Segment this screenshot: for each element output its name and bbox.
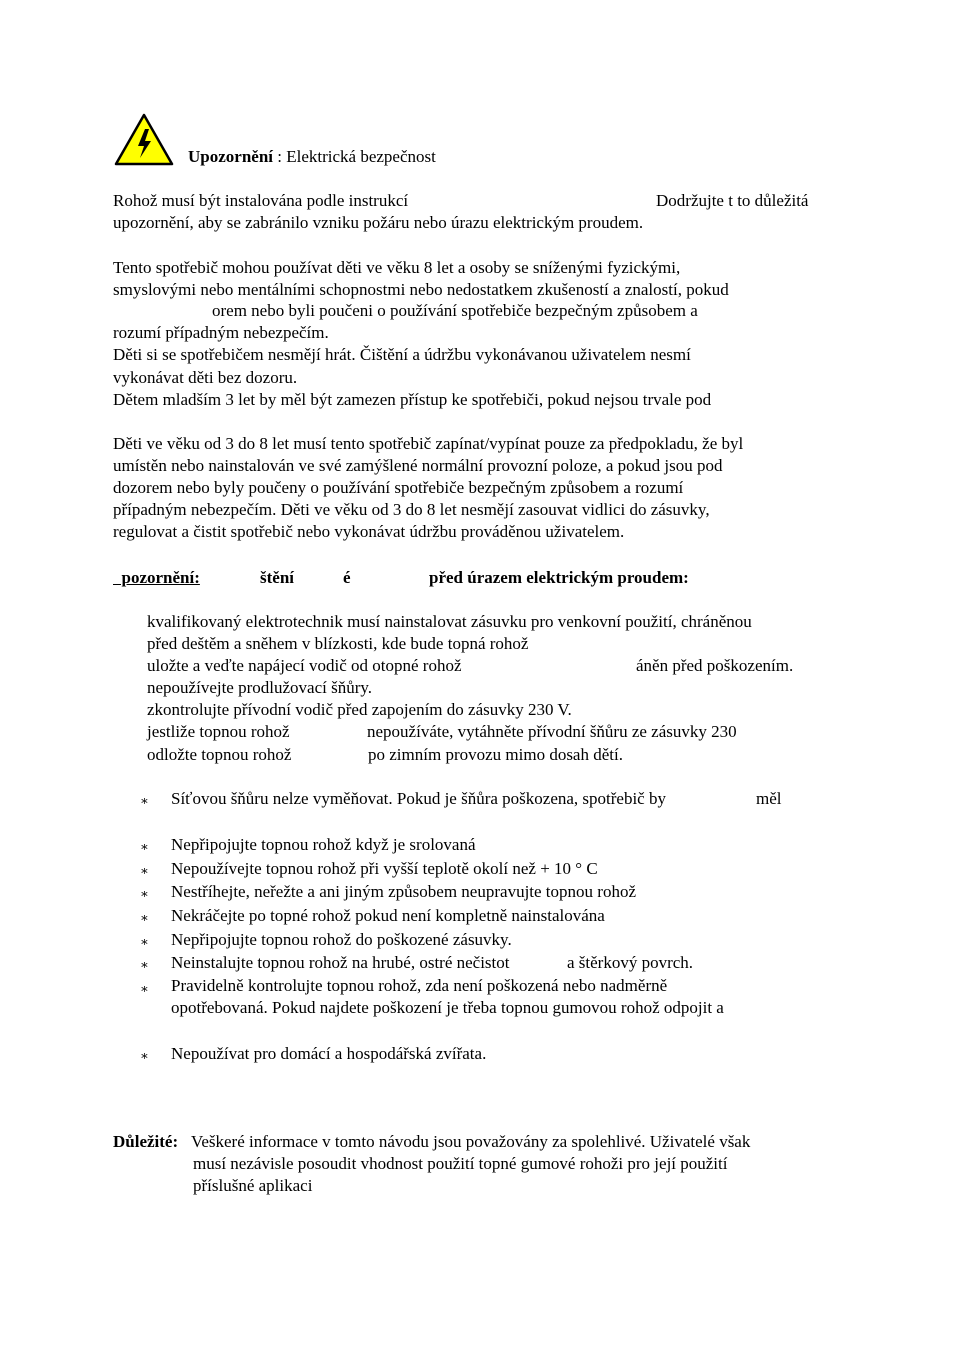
warning-heading-part1: pozornění: [113, 568, 200, 587]
bullet-item: Pravidelně kontrolujte topnou rohož, zda není poškozená nebo nadměrně [171, 976, 668, 995]
important-line: příslušné aplikaci [193, 1176, 313, 1195]
intro-line-2: upozornění, aby se zabránilo vzniku požáru nebo úrazu elektrickým proudem. [113, 213, 644, 232]
bullet-star-icon: ∗ [140, 1048, 149, 1063]
bullet-item: a štěrkový povrch. [567, 953, 694, 972]
bullet-item: Nepoužívejte topnou rohož při vyšší teplotě okolí než + 10 ° C [171, 859, 598, 878]
bullet-item: Nepřipojujte topnou rohož do poškozené zásuvky. [171, 930, 512, 949]
title-bold: Upozornění [188, 147, 273, 166]
instruction-line: nepoužívejte prodlužovací šňůry. [147, 678, 373, 697]
children-line: vykonávat děti bez dozoru. [113, 368, 298, 387]
bullet-star-icon: ∗ [140, 839, 149, 854]
instruction-line: před deštěm a sněhem v blízkosti, kde bude topná rohož [147, 634, 529, 653]
bullet-star-icon: ∗ [140, 863, 149, 878]
children2-line: regulovat a čistit spotřebič nebo vykonávat údržbu prováděnou uživatelem. [113, 522, 625, 541]
children2-line: dozorem nebo byly poučeny o používání spotřebiče bezpečným způsobem a rozumí [113, 478, 684, 497]
instruction-line: jestliže topnou rohož [147, 722, 290, 741]
bullet-item: Neinstalujte topnou rohož na hrubé, ostré nečistot [171, 953, 510, 972]
warning-heading-part4: před úrazem elektrickým proudem: [429, 568, 689, 587]
children-line: Dětem mladším 3 let by měl být zamezen přístup ke spotřebiči, pokud nejsou trvale pod [113, 390, 712, 409]
instruction-line: áněn před poškozením. [636, 656, 794, 675]
title-rest: : Elektrická bezpečnost [273, 147, 436, 166]
children-line: Děti si se spotřebičem nesmějí hrát. Čištění a údržbu vykonávanou uživatelem nesmí [113, 345, 691, 364]
important-line: Veškeré informace v tomto návodu jsou považovány za spolehlivé. Uživatelé však [187, 1132, 751, 1151]
bullet-star-icon: ∗ [140, 934, 149, 949]
children2-line: případným nebezpečím. Děti ve věku od 3 do 8 let nesmějí zasouvat vidlici do zásuvky, [113, 500, 710, 519]
children-line: smyslovými nebo mentálními schopnostmi nebo nedostatkem zkušeností a znalostí, pokud [113, 280, 729, 299]
instruction-line: kvalifikovaný elektrotechnik musí nainstalovat zásuvku pro venkovní použití, chráněnou [147, 612, 752, 631]
bullet-item: Nekráčejte po topné rohož pokud není kompletně nainstalována [171, 906, 605, 925]
children-line: rozumí případným nebezpečím. [113, 323, 329, 342]
bullet-item: Nepoužívat pro domácí a hospodářská zvířata. [171, 1044, 487, 1063]
important-label: Důležité: [113, 1132, 179, 1151]
bullet-item: měl [756, 789, 782, 808]
page-title [188, 146, 436, 168]
children-line: orem nebo byli poučeni o používání spotřebiče bezpečným způsobem a [212, 301, 698, 320]
important-line: musí nezávisle posoudit vhodnost použití topné gumové rohoži pro její použití [193, 1154, 728, 1173]
warning-heading-part3: é [343, 568, 351, 587]
bullet-item: Nestříhejte, neřežte a ani jiným způsobem neupravujte topnou rohož [171, 882, 636, 901]
instruction-line: po zimním provozu mimo dosah dětí. [368, 745, 623, 764]
instruction-line: zkontrolujte přívodní vodič před zapojením do zásuvky 230 V. [147, 700, 572, 719]
bullet-star-icon: ∗ [140, 910, 149, 925]
bullet-star-icon: ∗ [140, 957, 149, 972]
children2-line: umístěn nebo nainstalován ve své zamýšlené normální provozní poloze, a pokud jsou pod [113, 456, 723, 475]
bullet-star-icon: ∗ [140, 886, 149, 901]
instruction-line: odložte topnou rohož [147, 745, 292, 764]
instruction-line: nepoužíváte, vytáhněte přívodní šňůru ze zásuvky 230 [367, 722, 737, 741]
warning-heading-part2: štění [260, 568, 294, 587]
intro-line-1b: Dodržujte t to důležitá [656, 191, 809, 210]
children2-line: Děti ve věku od 3 do 8 let musí tento spotřebič zapínat/vypínat pouze za předpokladu, že byl [113, 434, 744, 453]
bullet-star-icon: ∗ [140, 793, 149, 808]
bullet-item: Síťovou šňůru nelze vyměňovat. Pokud je šňůra poškozena, spotřebič by [171, 789, 666, 808]
bullet-item: opotřebovaná. Pokud najdete poškození je třeba topnou gumovou rohož odpojit a [171, 998, 724, 1017]
bullet-item: Nepřipojujte topnou rohož když je srolovaná [171, 835, 476, 854]
children-line: Tento spotřebič mohou používat děti ve věku 8 let a osoby se sníženými fyzickými, [113, 258, 681, 277]
instruction-line: uložte a veďte napájecí vodič od otopné rohož [147, 656, 462, 675]
intro-line-1a: Rohož musí být instalována podle instrukcí [113, 191, 409, 210]
high-voltage-warning-icon [114, 113, 174, 166]
bullet-star-icon: ∗ [140, 981, 149, 996]
